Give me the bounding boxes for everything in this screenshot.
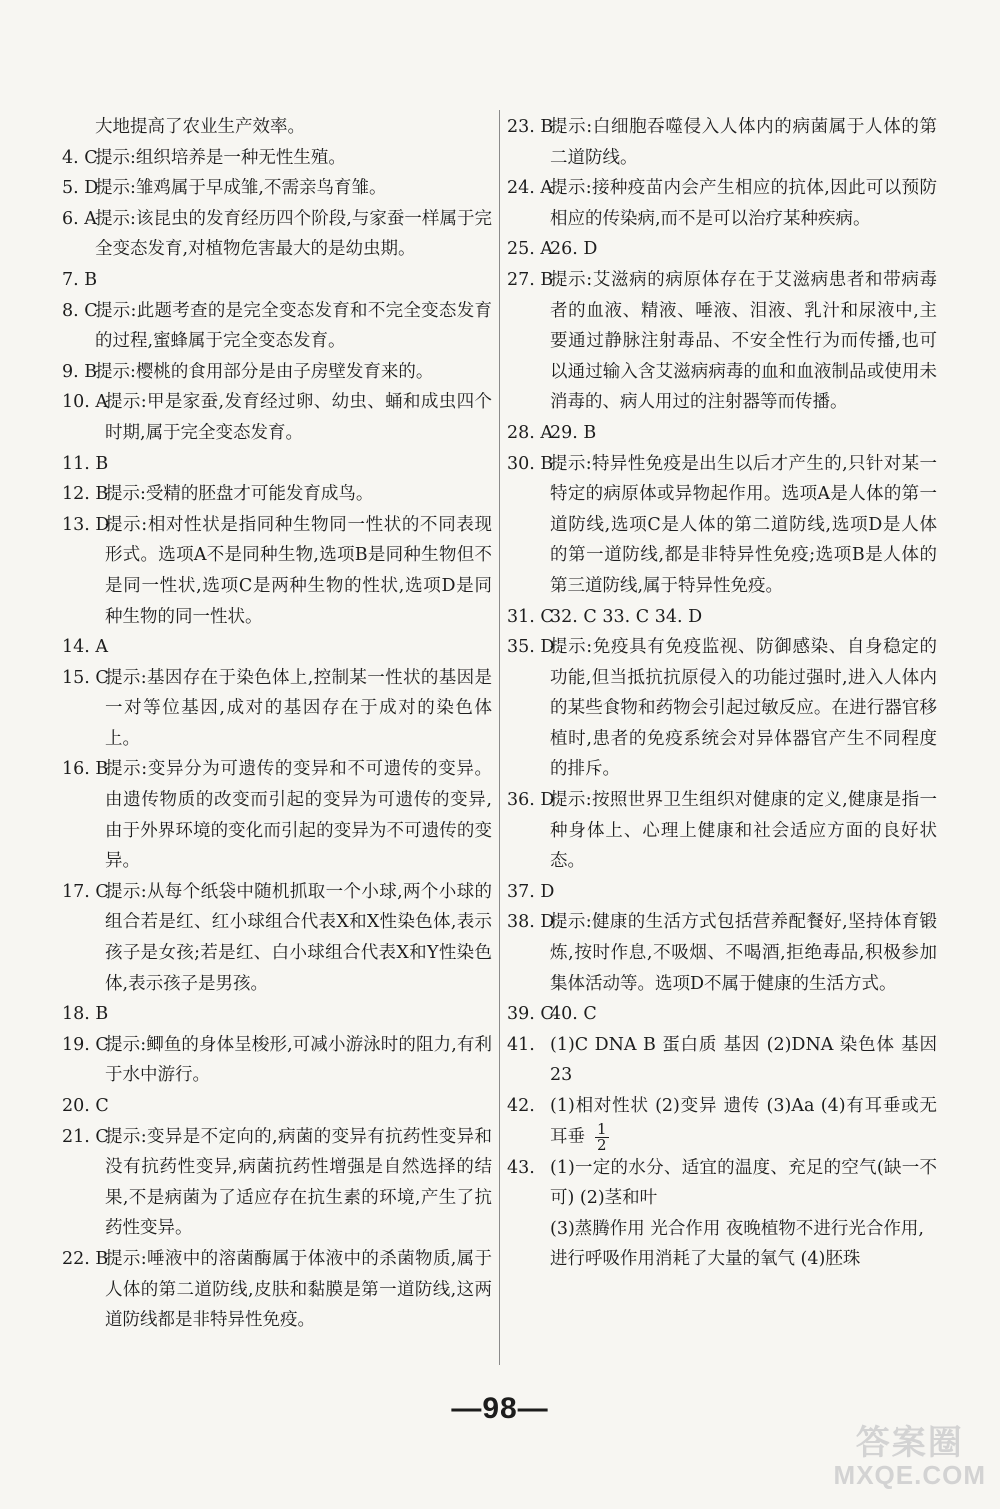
- answer-item: [62, 1091, 492, 1122]
- answer-item: [507, 418, 937, 449]
- answer-text: 提示:甲是家蚕,发育经过卵、幼虫、蛹和成虫四个时期,属于完全变态发育。: [105, 392, 492, 443]
- answer-text: 提示:从每个纸袋中随机抓取一个小球,两个小球的组合若是红、红小球组合代表X和X性染色体,表示孩子是女孩;若是红、白小球组合代表X和Y性染色体,表示孩子是男孩。: [105, 881, 492, 994]
- answer-item: [62, 663, 492, 755]
- answer-explanation: [550, 602, 937, 633]
- answer-number: 16. B: [62, 759, 109, 780]
- answer-explanation: [105, 877, 492, 999]
- right-column: [507, 112, 937, 1275]
- answer-item: [507, 999, 937, 1030]
- answer-item: [507, 632, 937, 785]
- answer-item: [507, 173, 937, 234]
- answer-item: [62, 1244, 492, 1336]
- answer-explanation: [550, 785, 937, 877]
- answer-item: [507, 1030, 937, 1091]
- answer-item: [507, 602, 937, 633]
- answer-item: [62, 173, 492, 204]
- answer-text: (1)C DNA B 蛋白质 基因 (2)DNA 染色体 基因 23: [550, 1034, 937, 1086]
- answer-text: 提示:唾液中的溶菌酶属于体液中的杀菌物质,属于人体的第二道防线,皮肤和黏膜是第一道防线,这两道防线都是非特异性免疫。: [105, 1248, 492, 1331]
- answer-item: [507, 265, 937, 418]
- answer-explanation: [550, 173, 937, 234]
- answer-item: [62, 999, 492, 1030]
- answer-item: [507, 1153, 937, 1214]
- answer-text: 提示:受精的胚盘才可能发育成鸟。: [105, 484, 374, 505]
- watermark-logo: [834, 1415, 986, 1491]
- answer-number: 39. C: [507, 1004, 554, 1025]
- answer-item: [507, 234, 937, 265]
- answer-number: 9. B: [62, 361, 98, 382]
- answer-number: 14. A: [62, 637, 109, 658]
- answer-number: 35. D: [507, 637, 555, 658]
- continued-text: (3)蒸腾作用 光合作用 夜晚植物不进行光合作用,进行呼吸作用消耗了大量的氧气 (4)胚珠: [550, 1218, 924, 1270]
- answer-number: 17. C: [62, 881, 109, 902]
- answer-text: 提示:该昆虫的发育经历四个阶段,与家蚕一样属于完全变态发育,对植物危害最大的是幼虫期。: [95, 208, 492, 260]
- answer-item: [62, 1122, 492, 1244]
- answer-number: 8. C: [62, 300, 98, 321]
- answer-explanation: [105, 479, 492, 510]
- answer-explanation: [105, 510, 492, 632]
- answer-text: (1)一定的水分、适宜的温度、充足的空气(缺一不可) (2)茎和叶: [550, 1157, 937, 1209]
- answer-text: (1)相对性状 (2)变异 遗传 (3)Aa (4)有耳垂或无耳垂: [550, 1096, 937, 1147]
- answer-text: 提示:白细胞吞噬侵入人体内的病菌属于人体的第二道防线。: [550, 117, 937, 168]
- answer-number: 23. B: [507, 117, 554, 137]
- answer-text: 29. B: [550, 422, 597, 443]
- answer-number: 31. C: [507, 606, 554, 627]
- answer-text: 40. C: [550, 1004, 597, 1025]
- answer-item: [62, 204, 492, 265]
- answer-explanation: [550, 234, 937, 265]
- answer-item: [62, 296, 492, 357]
- answer-explanation: [550, 632, 937, 785]
- answer-number: 22. B: [62, 1248, 109, 1269]
- answer-explanation: [550, 1091, 937, 1153]
- answer-item: [62, 877, 492, 999]
- answer-text: 提示:组织培养是一种无性生殖。: [95, 147, 346, 168]
- answer-number: 30. B: [507, 453, 554, 474]
- answer-text: 32. C 33. C 34. D: [550, 606, 703, 627]
- answer-explanation: [550, 1153, 937, 1214]
- answer-explanation: [550, 418, 937, 449]
- answer-explanation: [95, 357, 492, 388]
- answer-item: [507, 1091, 937, 1153]
- answer-number: 27. B: [507, 269, 554, 290]
- answer-number: 11. B: [62, 453, 109, 474]
- answer-text: 提示:樱桃的食用部分是由子房壁发育来的。: [95, 361, 434, 382]
- answer-text: 提示:按照世界卫生组织对健康的定义,健康是指一种身体上、心理上健康和社会适应方面的良好状态。: [550, 790, 937, 872]
- answer-text: 提示:健康的生活方式包括营养配餐好,坚持体育锻炼,按时作息,不吸烟、不喝酒,拒绝毒品,积极参加集体活动等。选项D不属于健康的生活方式。: [550, 912, 937, 994]
- answer-number: 41.: [507, 1034, 535, 1055]
- answer-explanation: [550, 449, 937, 602]
- answer-number: 37. D: [507, 881, 555, 902]
- answer-number: 25. A: [507, 239, 554, 260]
- answer-explanation: [550, 907, 937, 999]
- answer-item: [62, 479, 492, 510]
- answer-explanation: [105, 1122, 492, 1244]
- answer-item: [62, 449, 492, 480]
- answer-explanation: [95, 296, 492, 357]
- answer-explanation: [105, 1030, 492, 1091]
- answer-explanation: [95, 173, 492, 204]
- answer-item: [62, 510, 492, 632]
- answer-item: [507, 785, 937, 877]
- answer-number: 19. C: [62, 1034, 109, 1055]
- fraction-denominator: 2: [597, 1135, 607, 1154]
- answer-text: 提示:艾滋病的病原体存在于艾滋病患者和带病毒者的血液、精液、唾液、泪液、乳汁和尿液中,主要通过静脉注射毒品、不安全性行为而传播,也可以通过输入含艾滋病病毒的血和血液制品或使用未消毒的、病人用过的注射器等而传播。: [550, 269, 937, 413]
- answer-text: 提示:变异是不定向的,病菌的变异有抗药性变异和没有抗药性变异,病菌抗药性增强是自然选择的结果,不是病菌为了适应存在抗生素的环境,产生了抗药性变异。: [105, 1126, 492, 1239]
- answer-item: [62, 1030, 492, 1091]
- fraction-numerator: 1: [597, 1119, 607, 1138]
- answer-item: [507, 907, 937, 999]
- answer-number: 6. A: [62, 208, 97, 229]
- answer-text: 26. D: [550, 239, 598, 260]
- answer-explanation: [550, 1030, 937, 1091]
- left-answer-list: [62, 143, 492, 1336]
- answer-number: 13. D: [62, 514, 110, 535]
- answer-number: 28. A: [507, 422, 554, 443]
- answer-item: [62, 265, 492, 296]
- answer-text: 提示:鲫鱼的身体呈梭形,可减小游泳时的阻力,有利于水中游行。: [105, 1034, 492, 1086]
- answer-number: 4. C: [62, 147, 98, 168]
- answer-number: 21. C: [62, 1126, 109, 1147]
- answer-text: 提示:变异分为可遗传的变异和不可遗传的变异。由遗传物质的改变而引起的变异为可遗传的变异,由于外界环境的变化而引起的变异为不可遗传的变异。: [105, 759, 492, 872]
- answer-item: [62, 632, 492, 663]
- answer-number: 38. D: [507, 912, 555, 933]
- page-number: —98—: [451, 1392, 549, 1425]
- answer-text: 提示:雏鸡属于早成雏,不需亲鸟育雏。: [95, 178, 387, 199]
- answer-number: 7. B: [62, 269, 98, 290]
- answer-text: 提示:此题考查的是完全变态发育和不完全变态发育的过程,蜜蜂属于完全变态发育。: [95, 300, 492, 352]
- answer-text: 提示:相对性状是指同种生物同一性状的不同表现形式。选项A不是同种生物,选项B是同种生物但不是同一性状,选项C是两种生物的性状,选项D是同种生物的同一性状。: [105, 514, 492, 627]
- answer-number: 18. B: [62, 1004, 109, 1025]
- answer-number: 20. C: [62, 1096, 109, 1116]
- answer-explanation: [105, 1244, 492, 1336]
- answer-text: 提示:特异性免疫是出生以后才产生的,只针对某一特定的病原体或异物起作用。选项A是人体的第一道防线,选项C是人体的第二道防线,选项D是人体的第一道防线,都是非特异性免疫;选项B是人体的第三道防线,属于特异性免疫。: [550, 453, 937, 596]
- answer-text: 提示:基因存在于染色体上,控制某一性状的基因是一对等位基因,成对的基因存在于成对的染色体上。: [105, 667, 492, 749]
- answer-item: [62, 387, 492, 448]
- answer-item: [62, 754, 492, 876]
- answer-number: 5. D: [62, 178, 99, 199]
- left-column: [62, 112, 492, 1336]
- answer-explanation: [550, 265, 937, 418]
- answer-item: [62, 357, 492, 388]
- answer-number: 42.: [507, 1096, 535, 1116]
- answer-explanation: [105, 387, 492, 448]
- answer-item: [62, 143, 492, 174]
- answer-number: 24. A: [507, 178, 554, 199]
- watermark-url: MXQE.COM: [833, 1460, 986, 1490]
- answer-item: [507, 449, 937, 602]
- right-answer-list: [507, 112, 937, 1214]
- answer-item: [507, 112, 937, 173]
- answer-explanation: [95, 143, 492, 174]
- answer-number: 10. A: [62, 392, 109, 413]
- answer-number: 43.: [507, 1157, 535, 1178]
- answer-number: 36. D: [507, 790, 555, 811]
- answer-item: [507, 877, 937, 908]
- answer-explanation: [95, 204, 492, 265]
- continued-text: 大地提高了农业生产效率。: [95, 117, 305, 137]
- answer-text: 提示:接种疫苗内会产生相应的抗体,因此可以预防相应的传染病,而不是可以治疗某种疾病。: [550, 178, 937, 229]
- answer-text: 提示:免疫具有免疫监视、防御感染、自身稳定的功能,但当抵抗抗原侵入的功能过强时,进入人体内的某些食物和药物会引起过敏反应。在进行器官移植时,患者的免疫系统会对异体器官产生不同程度的排斥。: [550, 637, 937, 780]
- answer-number: 12. B: [62, 484, 109, 505]
- answer-explanation: [105, 754, 492, 876]
- answer-explanation: [105, 663, 492, 755]
- column-divider: [499, 110, 500, 1365]
- answer-explanation: [550, 112, 937, 173]
- answer-number: 15. C: [62, 667, 109, 688]
- answer-explanation: [550, 999, 937, 1030]
- fraction: [595, 1119, 609, 1154]
- watermark-logo-text: 答案圈: [855, 1424, 964, 1462]
